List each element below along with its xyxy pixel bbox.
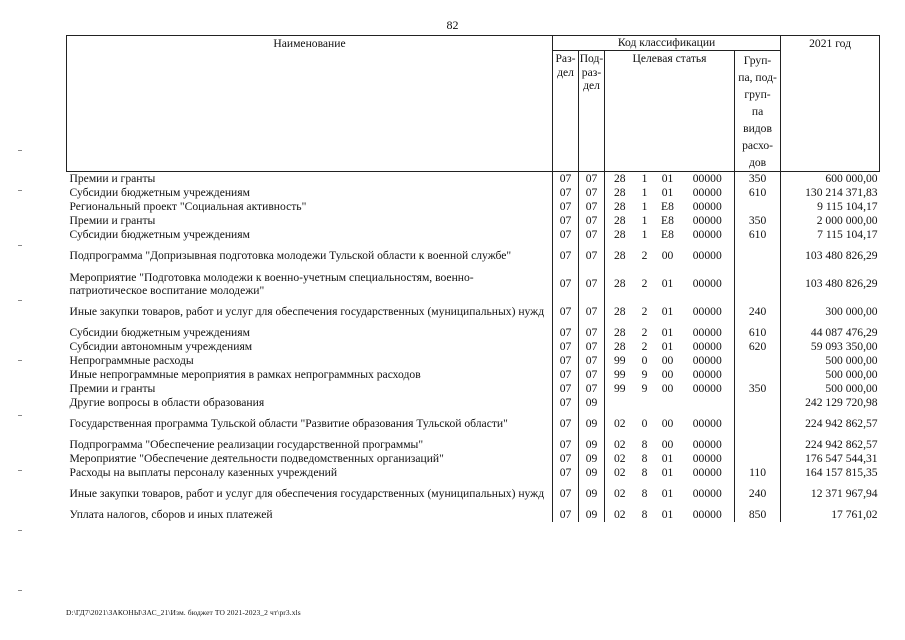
table-row xyxy=(67,466,880,480)
row-direction-code: 00000 xyxy=(692,354,722,368)
row-program-code: 28 xyxy=(605,340,635,354)
row-podrazdel: 09 xyxy=(579,438,605,452)
row-event-code: 00 xyxy=(661,382,674,396)
table-row xyxy=(67,354,880,368)
row-event-code: E8 xyxy=(661,200,674,214)
row-podrazdel: 07 xyxy=(579,242,605,270)
row-event-code xyxy=(655,396,681,410)
row-program-code: 99 xyxy=(605,354,635,368)
row-subprogram-code: 2 xyxy=(641,249,648,263)
row-subprogram-code: 8 xyxy=(641,508,648,522)
row-razdel: 07 xyxy=(553,508,579,522)
row-razdel: 07 xyxy=(553,480,579,508)
row-subprogram-code: 2 xyxy=(641,305,648,319)
row-event-code: 01 xyxy=(661,326,674,340)
row-subprogram-code: 0 xyxy=(641,354,648,368)
row-direction-code: 00000 xyxy=(692,368,722,382)
row-podrazdel: 07 xyxy=(579,270,605,298)
row-program-code: 28 xyxy=(605,200,635,214)
row-direction-code: 00000 xyxy=(692,438,722,452)
row-razdel: 07 xyxy=(553,396,579,410)
row-podrazdel: 07 xyxy=(579,214,605,228)
row-name: Подпрограмма "Допризывная подготовка молодежи Тульской области к военной службе" xyxy=(69,249,512,263)
row-expense-type: 350 xyxy=(735,382,781,396)
row-expense-type: 240 xyxy=(735,298,781,326)
header-group: Груп- па, под- груп- па видов расхо- дов xyxy=(735,51,781,172)
row-amount: 103 480 826,29 xyxy=(781,242,880,270)
row-podrazdel: 07 xyxy=(579,298,605,326)
row-program-code: 28 xyxy=(605,242,635,270)
row-event-code: 01 xyxy=(661,508,674,522)
margin-ticks xyxy=(18,150,22,620)
row-razdel: 07 xyxy=(553,270,579,298)
row-podrazdel: 07 xyxy=(579,368,605,382)
row-event-code: 00 xyxy=(661,354,674,368)
file-path-footer: D:\ГД7\2021\ЗАКОНЫ\ЗАС_21\Изм. бюджет ТО 2021-2023_2 чт\pr3.xls xyxy=(66,608,301,617)
row-amount: 242 129 720,98 xyxy=(781,396,880,410)
row-razdel: 07 xyxy=(553,354,579,368)
row-amount: 224 942 862,57 xyxy=(781,438,880,452)
row-subprogram-code: 1 xyxy=(641,200,648,214)
table-row xyxy=(67,368,880,382)
row-podrazdel: 07 xyxy=(579,354,605,368)
row-event-code: 00 xyxy=(661,368,674,382)
row-program-code: 28 xyxy=(605,172,635,187)
row-name: Иные закупки товаров, работ и услуг для обеспечения государственных (муниципальных) нужд xyxy=(69,305,545,319)
row-razdel: 07 xyxy=(553,340,579,354)
row-subprogram-code: 8 xyxy=(641,466,648,480)
row-expense-type: 610 xyxy=(735,186,781,200)
row-amount: 12 371 967,94 xyxy=(781,480,880,508)
row-podrazdel: 09 xyxy=(579,480,605,508)
row-program-code: 28 xyxy=(605,228,635,242)
row-expense-type xyxy=(735,270,781,298)
row-direction-code: 00000 xyxy=(692,326,722,340)
row-program-code: 28 xyxy=(605,214,635,228)
row-direction-code: 00000 xyxy=(692,487,722,501)
row-expense-type xyxy=(735,200,781,214)
row-amount: 17 761,02 xyxy=(781,508,880,522)
table-row xyxy=(67,242,880,270)
row-razdel: 07 xyxy=(553,326,579,340)
row-program-code: 02 xyxy=(605,452,635,466)
row-expense-type: 610 xyxy=(735,228,781,242)
header-razdel: Раз- дел xyxy=(553,51,579,172)
row-subprogram-code: 1 xyxy=(641,214,648,228)
row-program-code: 28 xyxy=(605,326,635,340)
row-podrazdel: 09 xyxy=(579,396,605,410)
table-row xyxy=(67,480,880,508)
row-name: Премии и гранты xyxy=(69,172,156,186)
row-direction-code: 00000 xyxy=(692,452,722,466)
row-program-code: 02 xyxy=(605,410,635,438)
row-event-code: E8 xyxy=(661,228,674,242)
row-subprogram-code: 8 xyxy=(641,438,648,452)
row-program-code xyxy=(605,396,635,410)
row-name: Непрограммные расходы xyxy=(69,354,194,368)
row-program-code: 99 xyxy=(605,368,635,382)
row-direction-code: 00000 xyxy=(692,305,722,319)
row-name: Другие вопросы в области образования xyxy=(69,396,265,410)
row-amount: 500 000,00 xyxy=(781,382,880,396)
row-expense-type: 110 xyxy=(735,466,781,480)
row-subprogram-code xyxy=(635,396,655,410)
row-razdel: 07 xyxy=(553,410,579,438)
row-event-code: 01 xyxy=(661,340,674,354)
table-body xyxy=(67,172,880,523)
row-podrazdel: 07 xyxy=(579,228,605,242)
row-subprogram-code: 8 xyxy=(641,487,648,501)
row-direction-code: 00000 xyxy=(692,172,722,186)
row-podrazdel: 09 xyxy=(579,508,605,522)
table-row xyxy=(67,340,880,354)
table-row xyxy=(67,452,880,466)
row-subprogram-code: 9 xyxy=(641,382,648,396)
row-program-code: 99 xyxy=(605,382,635,396)
row-direction-code: 00000 xyxy=(692,186,722,200)
row-program-code: 02 xyxy=(605,480,635,508)
row-expense-type xyxy=(735,410,781,438)
row-subprogram-code: 1 xyxy=(641,172,648,186)
table-row xyxy=(67,270,880,298)
row-razdel: 07 xyxy=(553,242,579,270)
row-name: Премии и гранты xyxy=(69,214,156,228)
row-amount: 2 000 000,00 xyxy=(781,214,880,228)
row-expense-type xyxy=(735,438,781,452)
row-event-code: 01 xyxy=(661,487,674,501)
row-podrazdel: 07 xyxy=(579,186,605,200)
row-amount: 500 000,00 xyxy=(781,354,880,368)
row-amount: 7 115 104,17 xyxy=(781,228,880,242)
table-row xyxy=(67,172,880,187)
row-event-code: 00 xyxy=(661,438,674,452)
budget-table xyxy=(66,35,880,522)
row-expense-type: 350 xyxy=(735,172,781,187)
row-name: Субсидии автономным учреждениям xyxy=(69,340,253,354)
row-name: Расходы на выплаты персоналу казенных учреждений xyxy=(69,466,338,480)
row-amount: 9 115 104,17 xyxy=(781,200,880,214)
row-expense-type: 850 xyxy=(735,508,781,522)
row-podrazdel: 09 xyxy=(579,410,605,438)
row-direction-code: 00000 xyxy=(692,277,722,291)
row-program-code: 28 xyxy=(605,186,635,200)
header-classification: Код классификации xyxy=(553,36,781,51)
table-row xyxy=(67,186,880,200)
row-program-code: 28 xyxy=(605,270,635,298)
row-name: Иные закупки товаров, работ и услуг для обеспечения государственных (муниципальных) нужд xyxy=(69,487,545,501)
row-razdel: 07 xyxy=(553,452,579,466)
row-name: Мероприятие "Обеспечение деятельности подведомственных организаций" xyxy=(69,452,444,466)
row-podrazdel: 09 xyxy=(579,452,605,466)
header-year: 2021 год xyxy=(781,36,880,172)
row-razdel: 07 xyxy=(553,382,579,396)
row-razdel: 07 xyxy=(553,228,579,242)
row-direction-code: 00000 xyxy=(692,200,722,214)
row-direction-code xyxy=(681,396,735,410)
row-name: Субсидии бюджетным учреждениям xyxy=(69,228,250,242)
row-event-code: 01 xyxy=(661,172,674,186)
row-razdel: 07 xyxy=(553,438,579,452)
row-amount: 164 157 815,35 xyxy=(781,466,880,480)
header-name: Наименование xyxy=(67,36,553,172)
table-row xyxy=(67,410,880,438)
table-row xyxy=(67,326,880,340)
row-podrazdel: 07 xyxy=(579,200,605,214)
row-direction-code: 00000 xyxy=(692,214,722,228)
header-target-article: Целевая статья xyxy=(605,51,735,172)
page-number: 82 xyxy=(446,18,459,32)
row-amount: 44 087 476,29 xyxy=(781,326,880,340)
row-expense-type xyxy=(735,396,781,410)
row-razdel: 07 xyxy=(553,214,579,228)
row-subprogram-code: 2 xyxy=(641,340,648,354)
row-subprogram-code: 1 xyxy=(641,228,648,242)
row-direction-code: 00000 xyxy=(692,340,722,354)
row-direction-code: 00000 xyxy=(692,417,722,431)
row-amount: 600 000,00 xyxy=(781,172,880,187)
row-podrazdel: 07 xyxy=(579,172,605,187)
row-podrazdel: 07 xyxy=(579,382,605,396)
row-expense-type: 620 xyxy=(735,340,781,354)
row-program-code: 28 xyxy=(605,298,635,326)
row-razdel: 07 xyxy=(553,298,579,326)
header-podrazdel: Под- раз- дел xyxy=(579,51,605,172)
row-amount: 300 000,00 xyxy=(781,298,880,326)
row-razdel: 07 xyxy=(553,200,579,214)
row-podrazdel: 07 xyxy=(579,326,605,340)
table-row xyxy=(67,396,880,410)
row-razdel: 07 xyxy=(553,186,579,200)
row-amount: 103 480 826,29 xyxy=(781,270,880,298)
row-amount: 224 942 862,57 xyxy=(781,410,880,438)
row-amount: 130 214 371,83 xyxy=(781,186,880,200)
row-subprogram-code: 1 xyxy=(641,186,648,200)
row-name: Мероприятие "Подготовка молодежи к военно-учетным специальностям, военно-патриотическое воспитание молодежи" xyxy=(69,270,474,297)
row-event-code: 01 xyxy=(661,305,674,319)
row-direction-code: 00000 xyxy=(692,466,722,480)
row-podrazdel: 07 xyxy=(579,340,605,354)
row-amount: 176 547 544,31 xyxy=(781,452,880,466)
row-direction-code: 00000 xyxy=(692,249,722,263)
row-event-code: 01 xyxy=(661,186,674,200)
row-name: Государственная программа Тульской области "Развитие образования Тульской области" xyxy=(69,417,508,431)
row-program-code: 02 xyxy=(605,508,635,522)
row-expense-type: 240 xyxy=(735,480,781,508)
table-row xyxy=(67,200,880,214)
row-amount: 500 000,00 xyxy=(781,368,880,382)
row-razdel: 07 xyxy=(553,466,579,480)
row-expense-type: 610 xyxy=(735,326,781,340)
row-name: Уплата налогов, сборов и иных платежей xyxy=(69,508,273,522)
table-row xyxy=(67,508,880,522)
table-row xyxy=(67,382,880,396)
row-razdel: 07 xyxy=(553,172,579,187)
row-podrazdel: 09 xyxy=(579,466,605,480)
row-subprogram-code: 2 xyxy=(641,277,648,291)
row-event-code: 01 xyxy=(661,277,674,291)
table-row xyxy=(67,214,880,228)
row-expense-type: 350 xyxy=(735,214,781,228)
row-event-code: 00 xyxy=(661,249,674,263)
row-amount: 59 093 350,00 xyxy=(781,340,880,354)
row-program-code: 02 xyxy=(605,466,635,480)
row-event-code: E8 xyxy=(661,214,674,228)
table-row xyxy=(67,298,880,326)
row-name: Региональный проект "Социальная активность" xyxy=(69,200,307,214)
row-razdel: 07 xyxy=(553,368,579,382)
row-subprogram-code: 8 xyxy=(641,452,648,466)
row-subprogram-code: 0 xyxy=(641,417,648,431)
row-expense-type xyxy=(735,452,781,466)
row-name: Субсидии бюджетным учреждениям xyxy=(69,186,250,200)
row-event-code: 01 xyxy=(661,452,674,466)
row-subprogram-code: 2 xyxy=(641,326,648,340)
row-expense-type xyxy=(735,368,781,382)
row-direction-code: 00000 xyxy=(692,228,722,242)
row-name: Премии и гранты xyxy=(69,382,156,396)
row-event-code: 00 xyxy=(661,417,674,431)
row-event-code: 01 xyxy=(661,466,674,480)
row-direction-code: 00000 xyxy=(692,508,722,522)
row-expense-type xyxy=(735,242,781,270)
row-name: Субсидии бюджетным учреждениям xyxy=(69,326,250,340)
row-name: Иные непрограммные мероприятия в рамках непрограммных расходов xyxy=(69,368,421,382)
row-direction-code: 00000 xyxy=(692,382,722,396)
row-expense-type xyxy=(735,354,781,368)
row-program-code: 02 xyxy=(605,438,635,452)
row-name: Подпрограмма "Обеспечение реализации государственной программы" xyxy=(69,438,424,452)
table-row xyxy=(67,438,880,452)
row-subprogram-code: 9 xyxy=(641,368,648,382)
table-row xyxy=(67,228,880,242)
